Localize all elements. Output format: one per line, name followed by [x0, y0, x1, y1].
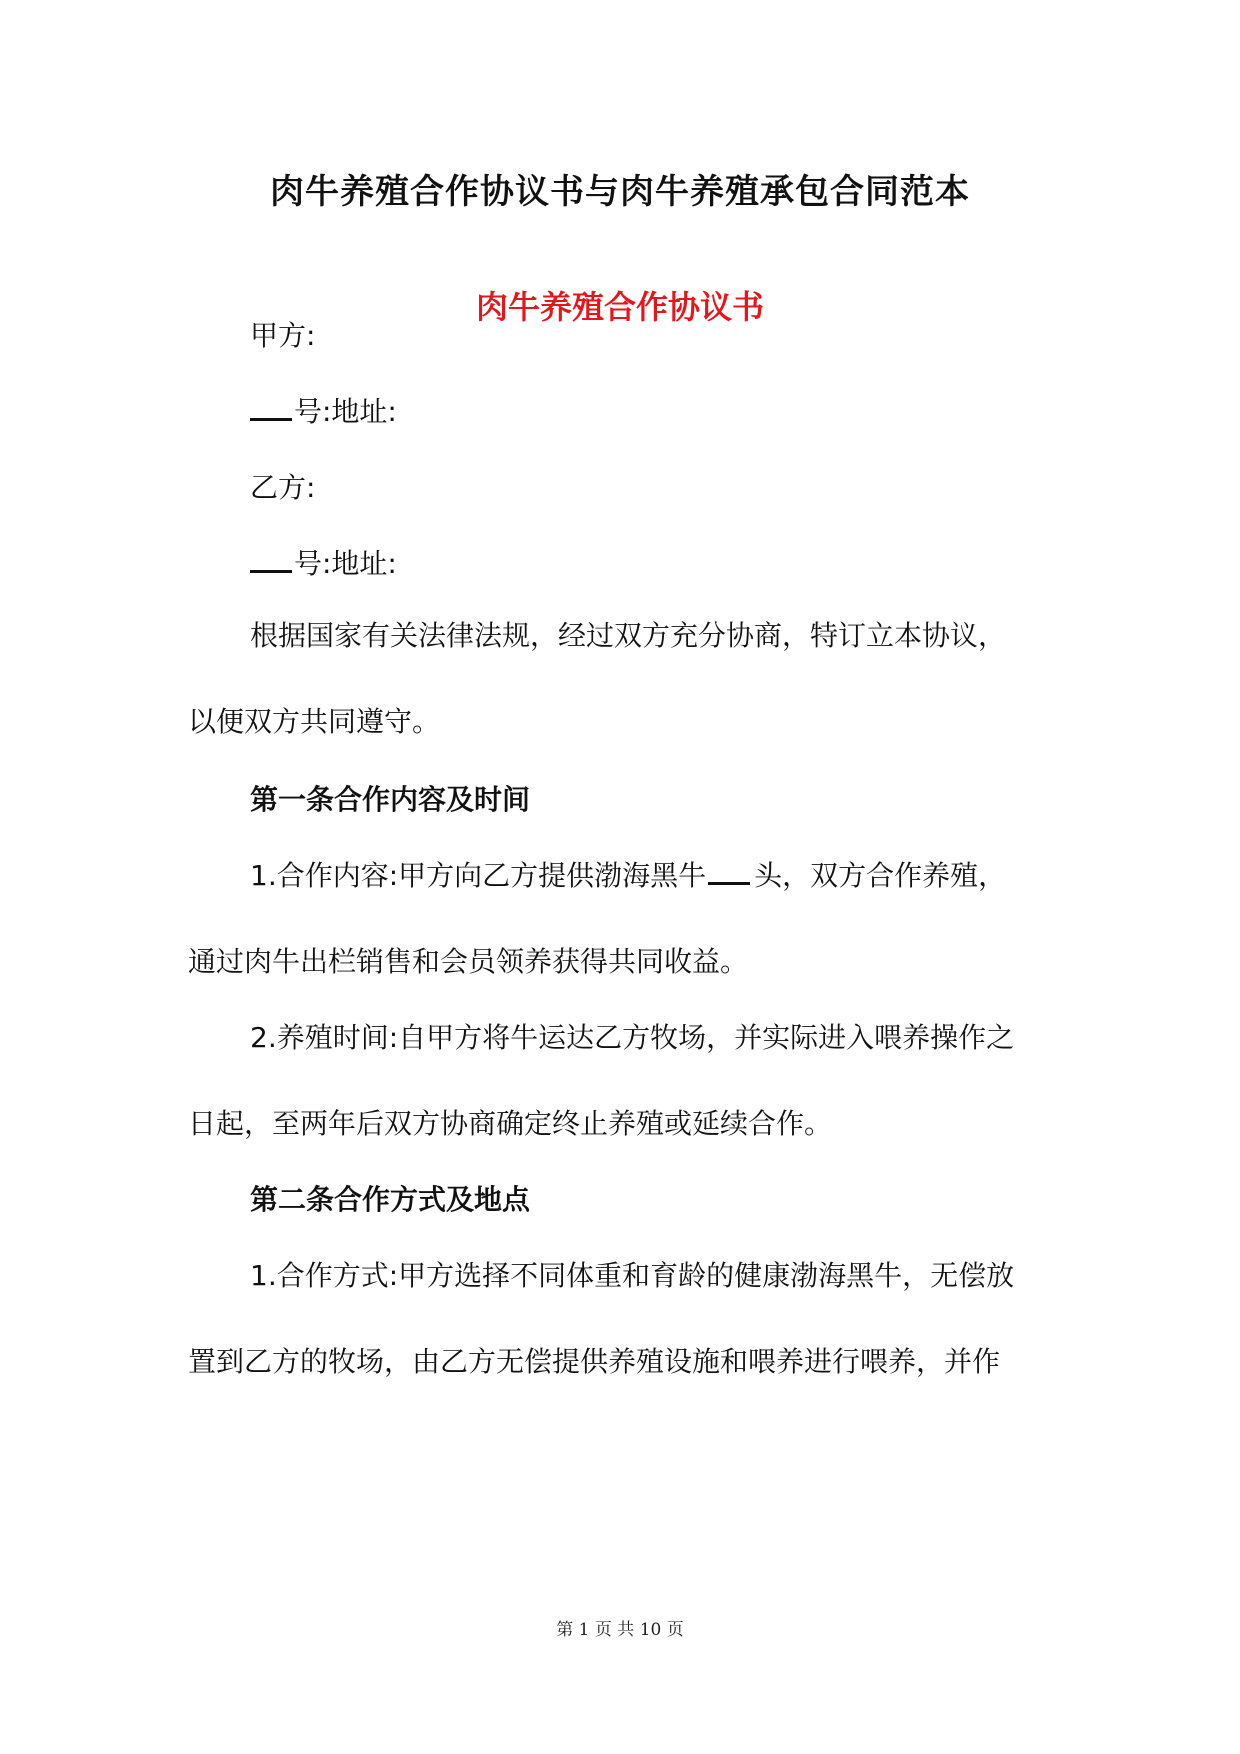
page-number-footer: 第 1 页 共 10 页	[556, 1620, 684, 1640]
fill-in-blank	[250, 392, 292, 421]
article-1-item-2-line-2: 日起，至两年后双方协商确定终止养殖或延续合作。	[188, 1107, 833, 1140]
fill-in-blank	[250, 544, 292, 573]
party-a-id-address-text: 号:地址:	[294, 395, 397, 428]
article-1-item-2-line-1: 2.养殖时间:自甲方将牛运达乙方牧场，并实际进入喂养操作之	[250, 1021, 1015, 1054]
party-b-id-address	[250, 544, 397, 584]
party-a-id-address	[250, 392, 397, 432]
article-1-item-1-line-2: 通过肉牛出栏销售和会员领养获得共同收益。	[188, 945, 749, 978]
party-b-label: 乙方:	[250, 471, 316, 504]
party-a-label: 甲方:	[250, 319, 316, 352]
article-1-item-1-line-1	[250, 856, 1006, 896]
fill-in-blank	[708, 856, 750, 885]
document-subtitle: 肉牛养殖合作协议书	[475, 288, 764, 326]
intro-paragraph-line-1: 根据国家有关法律法规，经过双方充分协商，特订立本协议，	[250, 619, 1007, 652]
article-1-item-1-text-b: 头，双方合作养殖，	[754, 859, 1007, 892]
article-1-heading: 第一条合作内容及时间	[250, 783, 531, 816]
article-2-item-1-line-2: 置到乙方的牧场，由乙方无偿提供养殖设施和喂养进行喂养，并作	[188, 1345, 1001, 1378]
document-title: 肉牛养殖合作协议书与肉牛养殖承包合同范本	[270, 172, 970, 212]
intro-paragraph-line-2: 以便双方共同遵守。	[188, 705, 441, 738]
article-2-item-1-line-1: 1.合作方式:甲方选择不同体重和育龄的健康渤海黑牛，无偿放	[250, 1259, 1015, 1292]
article-2-heading: 第二条合作方式及地点	[250, 1183, 531, 1216]
article-1-item-1-text-a: 1.合作内容:甲方向乙方提供渤海黑牛	[250, 859, 707, 892]
party-b-id-address-text: 号:地址:	[294, 547, 397, 580]
